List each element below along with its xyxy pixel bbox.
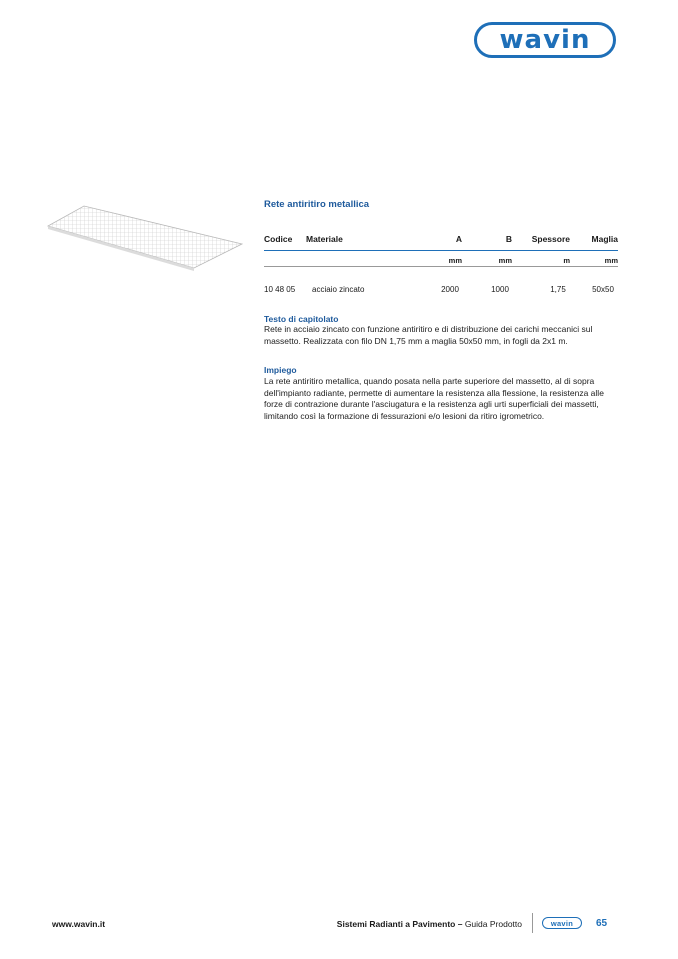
footer-separator [532, 913, 533, 933]
unit-maglia: mm [604, 256, 618, 265]
footer-wavin-logo: wavin [542, 917, 582, 929]
cell-maglia: 50x50 [592, 285, 614, 294]
mesh-product-image [44, 196, 244, 276]
header-codice: Codice [264, 234, 293, 244]
table-header-rule [264, 250, 618, 251]
wavin-logo: wavin [474, 22, 616, 58]
section-title-capitolato: Testo di capitolato [264, 314, 339, 324]
cell-materiale: acciaio zincato [312, 285, 365, 294]
header-spessore: Spessore [531, 234, 570, 244]
table-unit-rule [264, 266, 618, 267]
footer-title-rest: Guida Prodotto [462, 919, 522, 929]
header-a: A [455, 234, 462, 244]
section-text-capitolato: Rete in acciaio zincato con funzione antiritiro e di distribuzione dei carichi meccanici sul massetto. Realizzata con filo DN 1,75 mm a maglia 50x50 mm, in fogli da 2x1 m. [264, 324, 593, 346]
cell-b: 1000 [491, 285, 509, 294]
footer-title [300, 919, 522, 929]
header-maglia: Maglia [591, 234, 618, 244]
page-number: 65 [596, 918, 608, 929]
section-text-impiego: La rete antiritiro metallica, quando posata nella parte superiore del massetto, al di sopra dell'impianto radiante, permette di aumentare la resistenza alla flessione, la resistenza alle forze di contrazione durante l'asciugatura e la resistenza agli urti superficiali dei massetti, limitando così la formazione di fessurazioni e/o lesioni da ritiro igrometrico. [264, 376, 604, 421]
product-title: Rete antiritiro metallica [264, 199, 370, 210]
cell-a: 2000 [441, 285, 459, 294]
cell-spessore: 1,75 [550, 285, 566, 294]
header-b: B [505, 234, 512, 244]
footer-url: www.wavin.it [52, 919, 106, 929]
unit-b: mm [498, 256, 512, 265]
cell-codice: 10 48 05 [264, 285, 296, 294]
unit-a: mm [448, 256, 462, 265]
section-title-impiego: Impiego [264, 365, 297, 375]
unit-spessore: m [563, 256, 570, 265]
footer-title-bold: Sistemi Radianti a Pavimento – [336, 919, 463, 929]
header-materiale: Materiale [306, 234, 343, 244]
